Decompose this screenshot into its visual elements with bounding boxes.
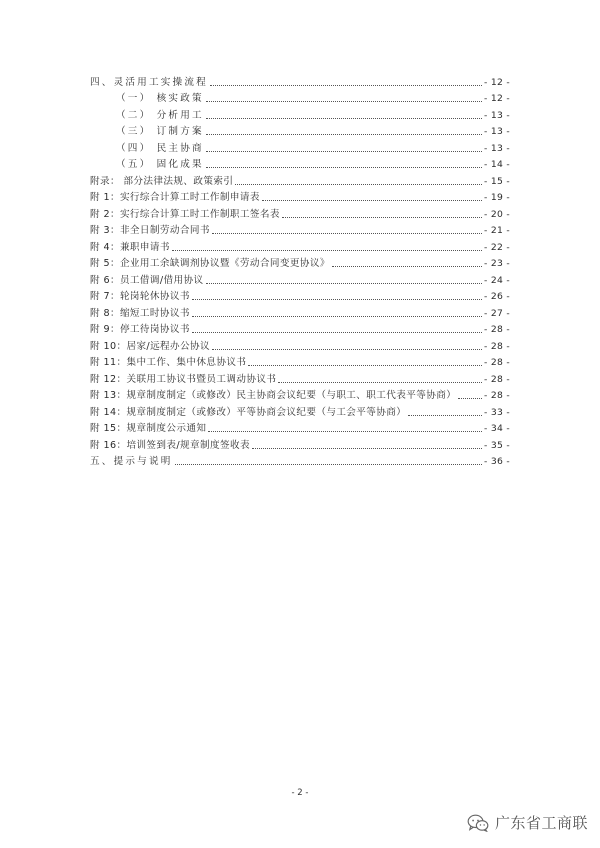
toc-entry[interactable] — [90, 270, 510, 287]
toc-dot-leader — [458, 397, 482, 399]
toc-entry[interactable] — [90, 402, 510, 419]
toc-entry[interactable] — [90, 452, 510, 469]
toc-entry-page: - 14 - — [484, 159, 510, 170]
toc-entry-page: - 20 - — [484, 208, 510, 220]
toc-entry-title: （二） 分析用工 — [116, 109, 204, 121]
toc-entry-title: 附 13：规章制度制定（或修改）民主协商会议纪要（与职工、职工代表平等协商） — [90, 390, 457, 401]
toc-entry-title: 附录： 部分法律法规、政策索引 — [90, 175, 234, 187]
toc-dot-leader — [332, 265, 482, 267]
toc-entry-page: - 27 - — [484, 307, 510, 319]
toc-dot-leader — [206, 150, 482, 152]
toc-entry-title: （五） 固化成果 — [116, 159, 204, 170]
toc-entry[interactable] — [90, 254, 510, 271]
toc-entry[interactable] — [90, 435, 510, 452]
toc-entry-page: - 26 - — [484, 291, 510, 302]
toc-entry-page: - 13 - — [484, 126, 510, 137]
toc-dot-leader — [262, 199, 482, 201]
toc-entry[interactable] — [90, 320, 510, 337]
toc-entry[interactable] — [90, 221, 510, 238]
toc-entry[interactable] — [90, 237, 510, 254]
toc-entry-page: - 36 - — [484, 456, 510, 467]
toc-entry[interactable] — [90, 369, 510, 386]
toc-entry-page: - 28 - — [484, 324, 510, 335]
toc-entry[interactable] — [90, 386, 510, 403]
toc-dot-leader — [252, 447, 482, 449]
toc-entry[interactable] — [90, 122, 510, 139]
toc-entry-page: - 22 - — [484, 241, 510, 253]
toc-entry-page: - 15 - — [484, 175, 510, 187]
toc-entry-title: 附 9：停工待岗协议书 — [90, 324, 190, 335]
toc-entry-page: - 12 - — [484, 76, 510, 88]
toc-entry-title: 附 14：规章制度制定（或修改）平等协商会议纪要（与工会平等协商） — [90, 406, 407, 418]
toc-entry[interactable] — [90, 287, 510, 304]
toc-dot-leader — [192, 298, 482, 300]
toc-entry[interactable] — [90, 353, 510, 370]
toc-dot-leader — [192, 331, 482, 333]
page-number: - 2 - — [291, 788, 309, 798]
toc-entry[interactable] — [90, 155, 510, 172]
toc-dot-leader — [278, 381, 482, 383]
toc-dot-leader — [235, 183, 482, 185]
toc-entry-title: 五、提示与说明 — [90, 456, 173, 467]
toc-entry-title: 附 12：关联用工协议书暨员工调动协议书 — [90, 373, 277, 385]
toc-entry-title: 附 15：规章制度公示通知 — [90, 423, 207, 434]
toc-entry[interactable] — [90, 419, 510, 436]
toc-dot-leader — [248, 364, 482, 366]
toc-entry-title: （四） 民主协商 — [116, 142, 204, 154]
wechat-icon — [467, 814, 489, 832]
toc-entry[interactable] — [90, 72, 510, 89]
toc-entry[interactable] — [90, 105, 510, 122]
toc-entry-title: 附 1：实行综合计算工时工作制申请表 — [90, 192, 260, 203]
toc-entry-page: - 28 - — [484, 340, 510, 352]
toc-entry-page: - 12 - — [484, 93, 510, 104]
toc-entry[interactable] — [90, 303, 510, 320]
toc-entry-title: 附 7：轮岗轮休协议书 — [90, 291, 190, 302]
toc-entry-page: - 13 - — [484, 109, 510, 121]
toc-entry-page: - 23 - — [484, 258, 510, 269]
toc-entry[interactable] — [90, 171, 510, 188]
toc-entry-title: 附 11：集中工作、集中休息协议书 — [90, 357, 247, 368]
table-of-contents — [90, 72, 510, 468]
toc-dot-leader — [212, 232, 482, 234]
toc-dot-leader — [206, 166, 482, 168]
toc-entry-title: （一） 核实政策 — [116, 93, 204, 104]
toc-dot-leader — [192, 315, 482, 317]
toc-dot-leader — [408, 414, 482, 416]
toc-dot-leader — [206, 282, 483, 284]
toc-entry-title: 附 10：居家/远程办公协议 — [90, 340, 211, 352]
watermark-text: 广东省工商联 — [494, 814, 588, 832]
toc-entry-title: （三） 订制方案 — [116, 126, 204, 137]
toc-dot-leader — [282, 216, 482, 218]
toc-entry-title: 附 3：非全日制劳动合同书 — [90, 225, 210, 236]
toc-entry-title: 附 16：培训签到表/规章制度签收表 — [90, 439, 251, 451]
toc-entry[interactable] — [90, 138, 510, 155]
toc-entry-page: - 28 - — [484, 390, 510, 401]
toc-entry[interactable] — [90, 89, 510, 106]
toc-entry-title: 附 6：员工借调/借用协议 — [90, 274, 204, 286]
toc-entry-title: 四、灵活用工实操流程 — [90, 76, 208, 88]
toc-dot-leader — [208, 430, 482, 432]
toc-entry[interactable] — [90, 204, 510, 221]
watermark — [467, 812, 588, 833]
toc-dot-leader — [206, 117, 482, 119]
toc-dot-leader — [175, 463, 482, 465]
toc-entry-page: - 13 - — [484, 142, 510, 154]
toc-entry-page: - 24 - — [484, 274, 510, 286]
toc-entry-page: - 28 - — [484, 373, 510, 385]
toc-entry[interactable] — [90, 188, 510, 205]
toc-entry-title: 附 5：企业用工余缺调剂协议暨《劳动合同变更协议》 — [90, 258, 330, 269]
toc-entry-title: 附 2：实行综合计算工时工作制职工签名表 — [90, 208, 280, 220]
toc-dot-leader — [210, 84, 482, 86]
toc-entry-title: 附 4：兼职申请书 — [90, 241, 170, 253]
toc-entry-page: - 35 - — [484, 439, 510, 451]
toc-dot-leader — [212, 348, 482, 350]
toc-dot-leader — [206, 100, 482, 102]
toc-entry-page: - 21 - — [484, 225, 510, 236]
toc-dot-leader — [172, 249, 482, 251]
toc-entry-page: - 19 - — [484, 192, 510, 203]
toc-dot-leader — [206, 133, 482, 135]
toc-entry-page: - 34 - — [484, 423, 510, 434]
toc-entry-title: 附 8：缩短工时协议书 — [90, 307, 190, 319]
toc-entry-page: - 28 - — [484, 357, 510, 368]
toc-entry-page: - 33 - — [484, 406, 510, 418]
toc-entry[interactable] — [90, 336, 510, 353]
